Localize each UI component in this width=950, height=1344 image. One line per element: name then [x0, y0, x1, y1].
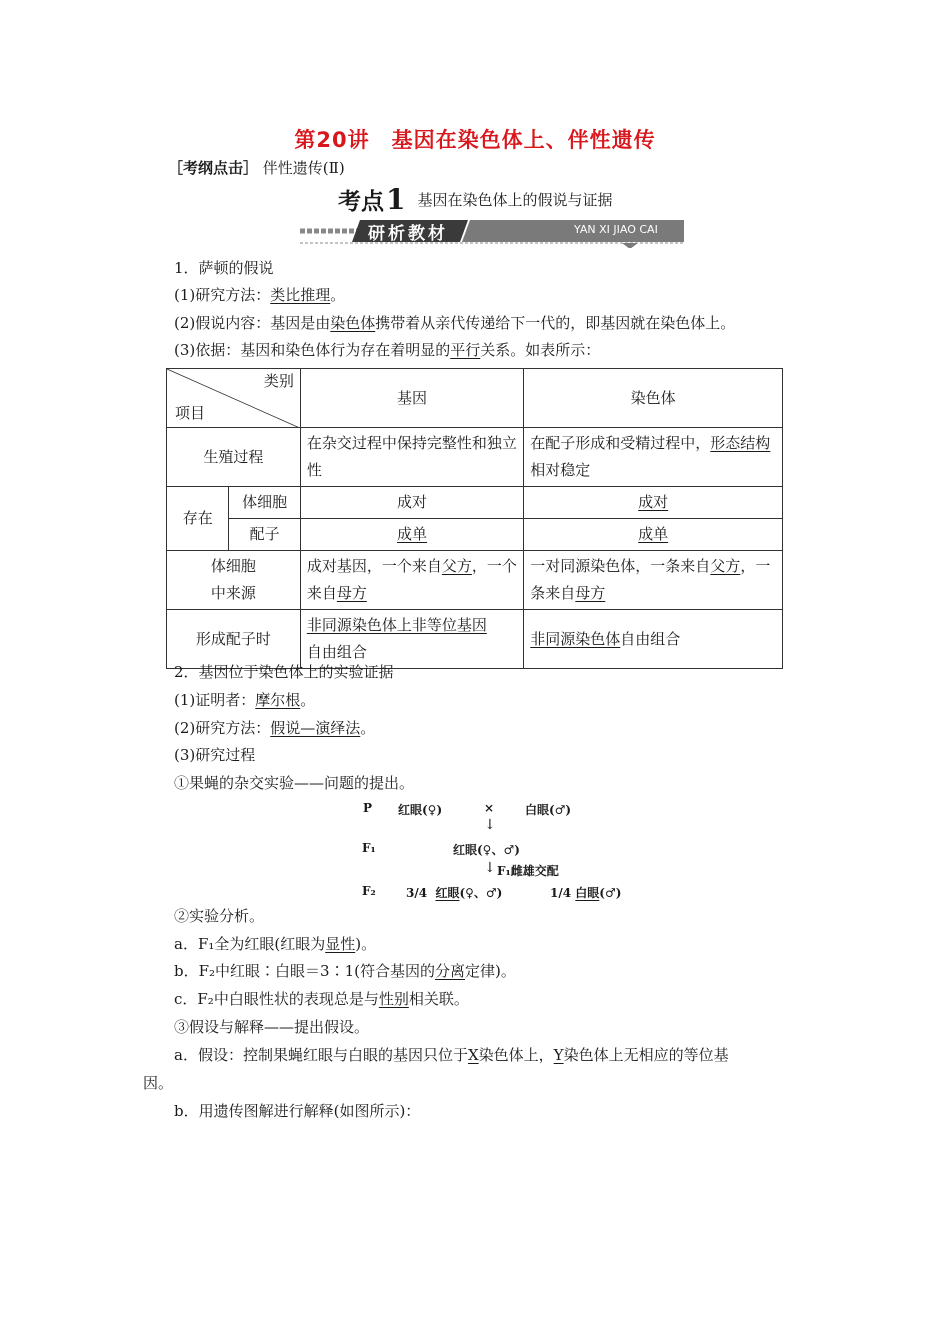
- comparison-table: [166, 368, 783, 669]
- table-header-row: [167, 369, 783, 428]
- answer-blank: 形态结构: [710, 434, 771, 452]
- answer-blank: 假说—演绎法: [270, 719, 361, 737]
- page-title: 第20讲 基因在染色体上、伴性遗传: [294, 128, 656, 152]
- answer-blank: 成单: [397, 525, 428, 543]
- answer-blank: 分离: [434, 962, 465, 980]
- text: a．假设：控制果蝇红眼与白眼的基因只位于: [174, 1046, 468, 1064]
- cell-chromosome: [524, 610, 783, 669]
- text: 相对稳定: [530, 461, 591, 479]
- cell-gene: 成对: [300, 487, 523, 519]
- hypothesis-continued: 因。: [143, 1074, 174, 1092]
- sec2-step2: ②实验分析。: [174, 907, 265, 925]
- text: 。: [300, 691, 316, 709]
- cell-chromosome: [524, 519, 783, 551]
- text: 。: [360, 719, 376, 737]
- text: 自由组合: [620, 629, 681, 648]
- syllabus-text: 伴性遗传(Ⅱ): [262, 159, 345, 177]
- text: 。: [330, 286, 346, 304]
- syllabus-tag: ［考纲点击］: [168, 159, 259, 177]
- corner-top-label: 类别: [263, 372, 294, 390]
- answer-blank: 非同源染色体: [530, 629, 621, 648]
- answer-blank: 红眼: [435, 886, 460, 900]
- banner-title: 研析教材: [368, 224, 448, 244]
- answer-blank: 成单: [638, 525, 669, 543]
- table-corner-cell: [167, 369, 301, 428]
- diagram-p-male: 白眼(♂): [525, 803, 572, 817]
- cell-gene: [300, 610, 523, 669]
- answer-blank: 平行: [450, 341, 481, 359]
- diagram-f2-a: [406, 884, 502, 901]
- text: 染色体上，: [478, 1046, 554, 1064]
- answer-blank: 父方: [441, 557, 472, 575]
- analysis-a: [174, 934, 376, 954]
- answer-blank: 性别: [378, 990, 409, 1008]
- table-row: [167, 519, 783, 551]
- row-label: 存在: [167, 487, 229, 551]
- answer-blank: 显性: [325, 935, 356, 953]
- sec2-line1: [174, 690, 315, 710]
- text: (♀、♂): [459, 886, 503, 900]
- text: b．F₂中红眼∶白眼＝3∶1(符合基因的: [174, 962, 435, 980]
- sec1-line2: [174, 313, 735, 333]
- answer-blank: 父方: [710, 557, 741, 575]
- answer-blank: 摩尔根: [255, 691, 301, 709]
- cell-gene: [300, 551, 523, 610]
- text: (1)研究方法：: [174, 286, 271, 304]
- table-row: [167, 610, 783, 669]
- text: (1)证明者：: [174, 691, 256, 709]
- answer-blank: 非同源染色体上非等位基因: [306, 616, 487, 634]
- table-row: [167, 428, 783, 487]
- analysis-b: [174, 961, 516, 981]
- analysis-c: [174, 989, 469, 1009]
- row-label: 生殖过程: [167, 428, 301, 487]
- fraction: 1/4: [550, 886, 572, 900]
- answer-blank: 母方: [575, 584, 606, 602]
- row-label: 形成配子时: [167, 610, 301, 669]
- text: c．F₂中白眼性状的表现总是与: [174, 990, 379, 1008]
- hypothesis-line: [174, 1045, 729, 1065]
- text: 相关联。: [408, 990, 469, 1008]
- sec1-line3: [174, 340, 600, 360]
- corner-bottom-label: 项目: [175, 404, 206, 422]
- topic-subtitle: 基因在染色体上的假说与证据: [417, 191, 613, 209]
- topic-heading: [338, 183, 613, 216]
- diagram-f2-b: [550, 884, 621, 901]
- cell-chromosome: [524, 428, 783, 487]
- sec2-line2: [174, 718, 375, 738]
- row-sublabel: 体细胞: [229, 487, 300, 519]
- sec2-heading: 2．基因位于染色体上的实验证据: [174, 663, 394, 681]
- syllabus-line: [168, 157, 345, 178]
- table-row: [167, 487, 783, 519]
- diagram-cross: ×: [484, 801, 495, 815]
- sec2-line3: (3)研究过程: [174, 746, 256, 764]
- text: )。: [355, 935, 377, 953]
- cell-gene: [300, 519, 523, 551]
- text: 自由组合: [306, 643, 367, 661]
- col-header-chromosome: 染色体: [524, 369, 783, 428]
- diagram-f1-value: 红眼(♀、♂): [453, 843, 520, 857]
- answer-blank: 白眼: [575, 886, 600, 900]
- cell-chromosome: [524, 487, 783, 519]
- topic-number: 1: [386, 183, 406, 216]
- diagram-f2-label: F₂: [362, 884, 376, 898]
- table-row: [167, 551, 783, 610]
- text: ，一个来自: [306, 557, 517, 602]
- diagram-f1-note: F₁雌雄交配: [497, 864, 559, 878]
- answer-blank: 母方: [336, 584, 367, 602]
- arrow-down-icon: ↓: [484, 817, 496, 833]
- banner-subtitle: YAN XI JIAO CAI: [574, 223, 658, 236]
- text: 在配子形成和受精过程中，: [530, 434, 711, 452]
- answer-blank: 类比推理: [270, 286, 331, 304]
- text: (2)研究方法：: [174, 719, 271, 737]
- text: a．F₁全为红眼(红眼为: [174, 935, 326, 953]
- text: (♂): [599, 886, 622, 900]
- section-banner: [300, 218, 684, 248]
- text: 体细胞: [210, 557, 256, 575]
- arrow-down-icon: ↓: [484, 860, 496, 876]
- text: (2)假说内容：基因是由: [174, 314, 331, 332]
- text: 成对基因，一个来自: [306, 557, 442, 575]
- answer-blank: 成对: [638, 493, 669, 511]
- answer-blank: 染色体: [330, 314, 376, 332]
- row-sublabel: 配子: [229, 519, 300, 551]
- explanation-line: b．用遗传图解进行解释(如图所示)：: [174, 1102, 421, 1120]
- topic-label: 考点: [338, 189, 384, 215]
- text: 携带着从亲代传递给下一代的，即基因就在染色体上。: [375, 314, 736, 332]
- cell-chromosome: [524, 551, 783, 610]
- diagram-p-female: 红眼(♀): [398, 803, 443, 817]
- row-label: [167, 551, 301, 610]
- text: (3)依据：基因和染色体行为存在着明显的: [174, 341, 451, 359]
- sec2-step1: ①果蝇的杂交实验——问题的提出。: [174, 774, 415, 792]
- col-header-gene: 基因: [300, 369, 523, 428]
- diagram-f1-label: F₁: [362, 841, 376, 855]
- text: 一对同源染色体，一条来自: [530, 557, 711, 575]
- fraction: 3/4: [406, 886, 428, 900]
- text: 关系。如表所示：: [480, 341, 601, 359]
- text: 染色体上无相应的等位基: [563, 1046, 729, 1064]
- diagram-p-label: P: [363, 801, 373, 815]
- sec2-step3: ③假设与解释——提出假设。: [174, 1018, 370, 1036]
- text: 中来源: [210, 584, 256, 602]
- text: ，一条来自: [530, 557, 771, 602]
- answer-blank: X: [467, 1046, 479, 1064]
- cell-gene: 在杂交过程中保持完整性和独立性: [300, 428, 523, 487]
- sec1-line1: [174, 285, 345, 305]
- text: 定律)。: [464, 962, 516, 980]
- answer-blank: Y: [553, 1046, 564, 1064]
- sec1-heading: 1．萨顿的假说: [174, 259, 274, 277]
